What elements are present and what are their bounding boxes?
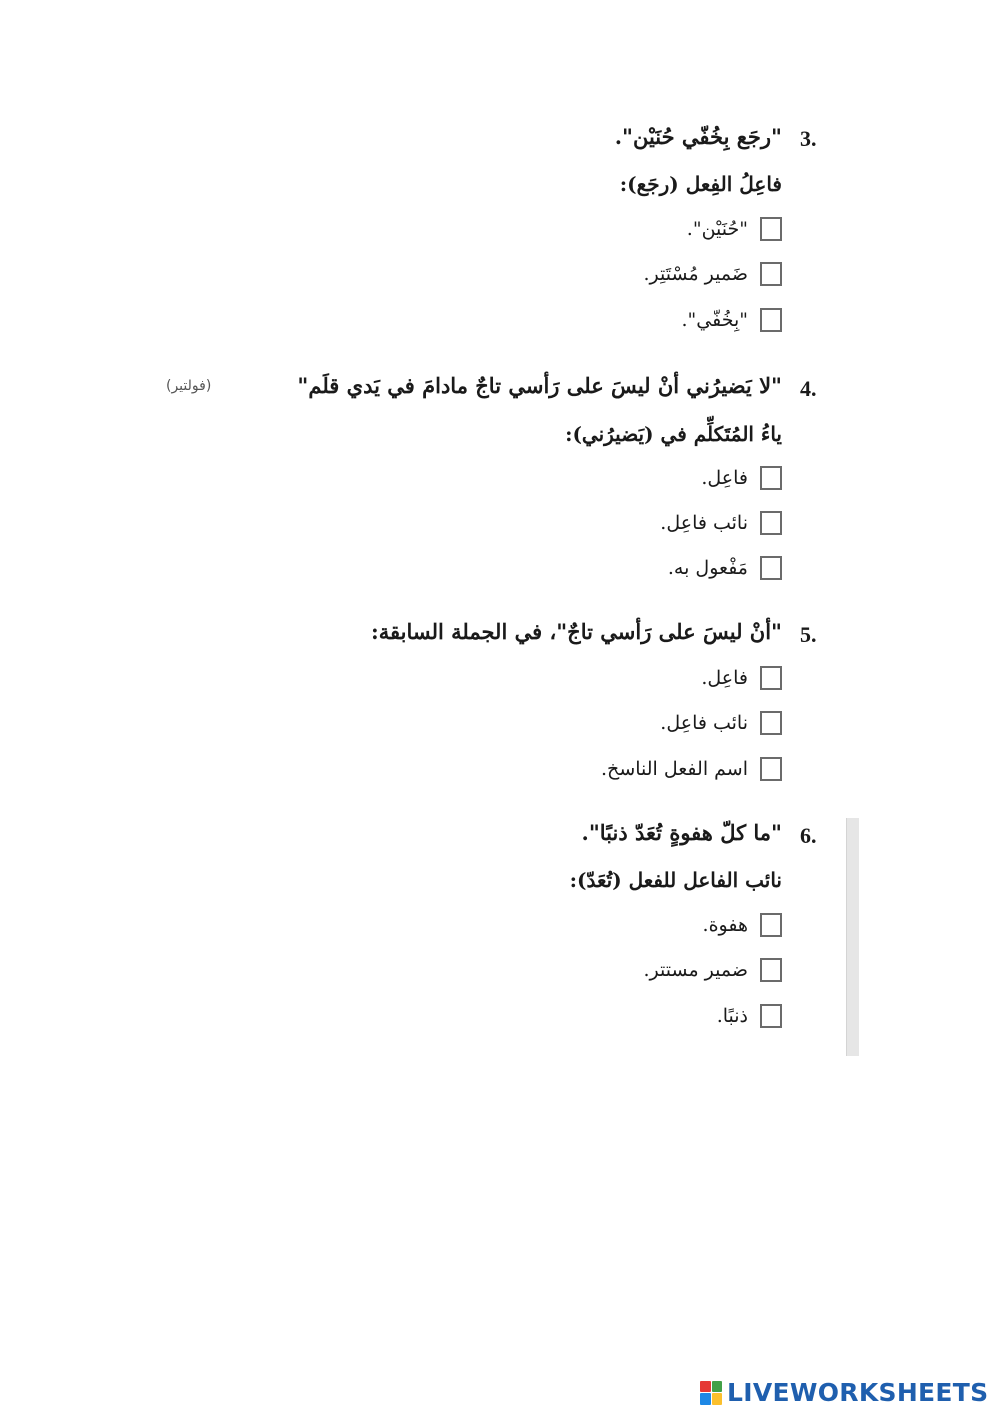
question-prompt: "رجَع بِخُفّي حُنَيْن". (614, 124, 782, 149)
checkbox[interactable] (760, 217, 782, 241)
option-row[interactable] (660, 711, 782, 735)
option-label: ذنبًا. (716, 1005, 748, 1027)
option-row[interactable] (681, 308, 782, 332)
option-row[interactable] (644, 958, 783, 982)
liveworksheets-logo (700, 1378, 988, 1407)
option-label: ضمير مستتر. (643, 959, 748, 981)
checkbox[interactable] (760, 757, 782, 781)
checkbox[interactable] (760, 1004, 782, 1028)
option-label: "حُنَيْن". (686, 218, 748, 240)
option-row[interactable] (660, 511, 782, 535)
option-row[interactable] (668, 556, 782, 580)
option-label: فاعِل. (701, 467, 748, 489)
checkbox[interactable] (760, 913, 782, 937)
question-number: 5. (800, 622, 817, 647)
question-number: 3. (800, 126, 817, 151)
option-row[interactable] (701, 666, 782, 690)
side-note: (فولتير) (166, 378, 212, 394)
option-label: اسم الفعل الناسخ. (601, 758, 748, 780)
option-label: "بِخُفّي". (681, 309, 748, 331)
question-subprompt: نائب الفاعل للفعل (تُعَدّ): (569, 868, 782, 892)
checkbox[interactable] (760, 466, 782, 490)
question-subprompt: ياءُ المُتَكلِّم في (يَضيرُني): (565, 422, 782, 446)
checkbox[interactable] (760, 958, 782, 982)
question-number: 6. (800, 823, 817, 848)
option-row[interactable] (717, 1004, 782, 1028)
option-label: نائب فاعِل. (660, 512, 748, 534)
option-label: مَفْعول به. (667, 557, 748, 579)
option-label: فاعِل. (701, 667, 748, 689)
option-row[interactable] (701, 466, 782, 490)
page-edge-strip (846, 818, 859, 1056)
question-prompt: "لا يَضيرُني أنْ ليسَ على رَأسي تاجٌ مادامَ في يَدي قلَم" (297, 373, 782, 398)
checkbox[interactable] (760, 308, 782, 332)
option-row[interactable] (601, 757, 782, 781)
brand-name: LIVEWORKSHEETS (727, 1378, 989, 1407)
question-number: 4. (800, 376, 817, 401)
option-label: هفوة. (702, 914, 748, 936)
question-subprompt: فاعِلُ الفِعل (رجَع): (619, 172, 782, 196)
checkbox[interactable] (760, 511, 782, 535)
question-prompt: "ما كلّ هفوةٍ تُعَدّ ذنبًا". (581, 820, 782, 845)
checkbox[interactable] (760, 711, 782, 735)
brand-logo-icon (700, 1381, 722, 1405)
checkbox[interactable] (760, 556, 782, 580)
option-label: نائب فاعِل. (660, 712, 748, 734)
question-prompt: "أنْ ليسَ على رَأسي تاجٌ"، في الجملة السابقة: (371, 619, 782, 644)
option-row[interactable] (644, 262, 783, 286)
checkbox[interactable] (760, 262, 782, 286)
checkbox[interactable] (760, 666, 782, 690)
option-row[interactable] (687, 217, 782, 241)
option-label: ضَمير مُسْتَتِر. (643, 263, 748, 285)
option-row[interactable] (703, 913, 782, 937)
